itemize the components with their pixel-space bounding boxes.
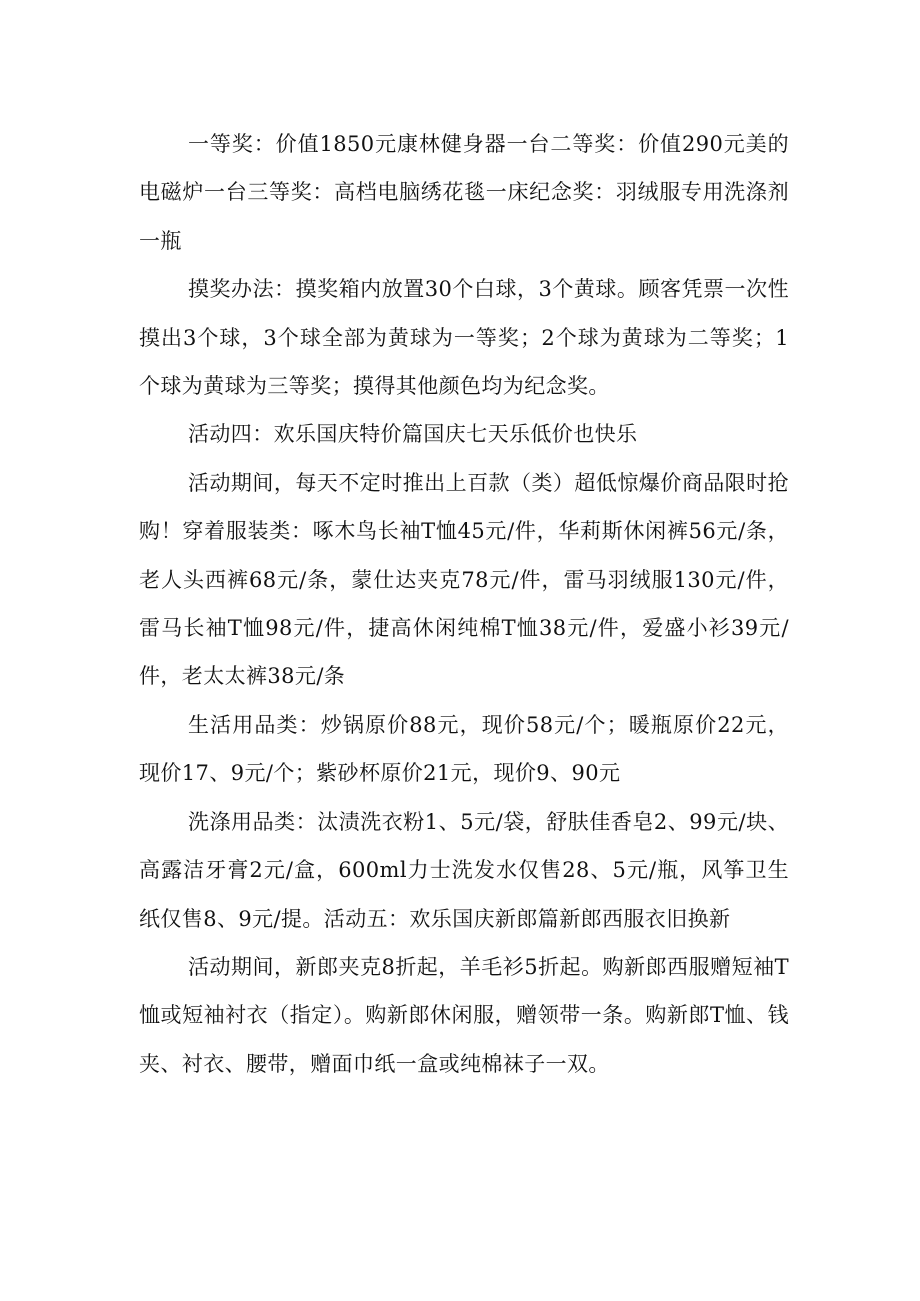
document-body — [139, 120, 789, 1088]
paragraph-prize-levels: 一等奖：价值1850元康林健身器一台二等奖：价值290元美的电磁炉一台三等奖：高档电脑绣花毯一床纪念奖：羽绒服专用洗涤剂一瓶 — [139, 132, 789, 253]
paragraph-household-deals: 生活用品类：炒锅原价88元，现价58元/个；暖瓶原价22元，现价17、9元/个；紫砂杯原价21元，现价9、90元 — [139, 712, 789, 786]
paragraph-activity-four-heading: 活动四：欢乐国庆特价篇国庆七天乐低价也快乐 — [188, 422, 638, 447]
paragraph-clothing-deals: 活动期间，每天不定时推出上百款（类）超低惊爆价商品限时抢购！穿着服装类：啄木鸟长袖T恤45元/件，华莉斯休闲裤56元/条，老人头西裤68元/条，蒙仕达夹克78元/件，雷马羽绒服130元/件，雷马长袖T恤98元/件，捷高休闲纯棉T恤38元/件，爱盛小衫39元/件，老太太裤38元/条 — [139, 470, 789, 689]
paragraph-suit-promotion: 活动期间，新郎夹克8折起，羊毛衫5折起。购新郎西服赠短袖T恤或短袖衬衣（指定）。购新郎休闲服，赠领带一条。购新郎T恤、钱夹、衬衣、腰带，赠面巾纸一盒或纯棉袜子一双。 — [139, 954, 789, 1076]
paragraph-draw-method: 摸奖办法：摸奖箱内放置30个白球，3个黄球。顾客凭票一次性摸出3个球，3个球全部为黄球为一等奖；2个球为黄球为二等奖；1个球为黄球为三等奖；摸得其他颜色均为纪念奖。 — [139, 277, 789, 399]
paragraph-detergent-deals: 洗涤用品类：汰渍洗衣粉1、5元/袋，舒肤佳香皂2、99元/块、高露洁牙膏2元/盒，600ml力士洗发水仅售28、5元/瓶，风筝卫生纸仅售8、9元/提。活动五：欢乐国庆新郎篇新郎西服衣旧换新 — [139, 809, 789, 931]
